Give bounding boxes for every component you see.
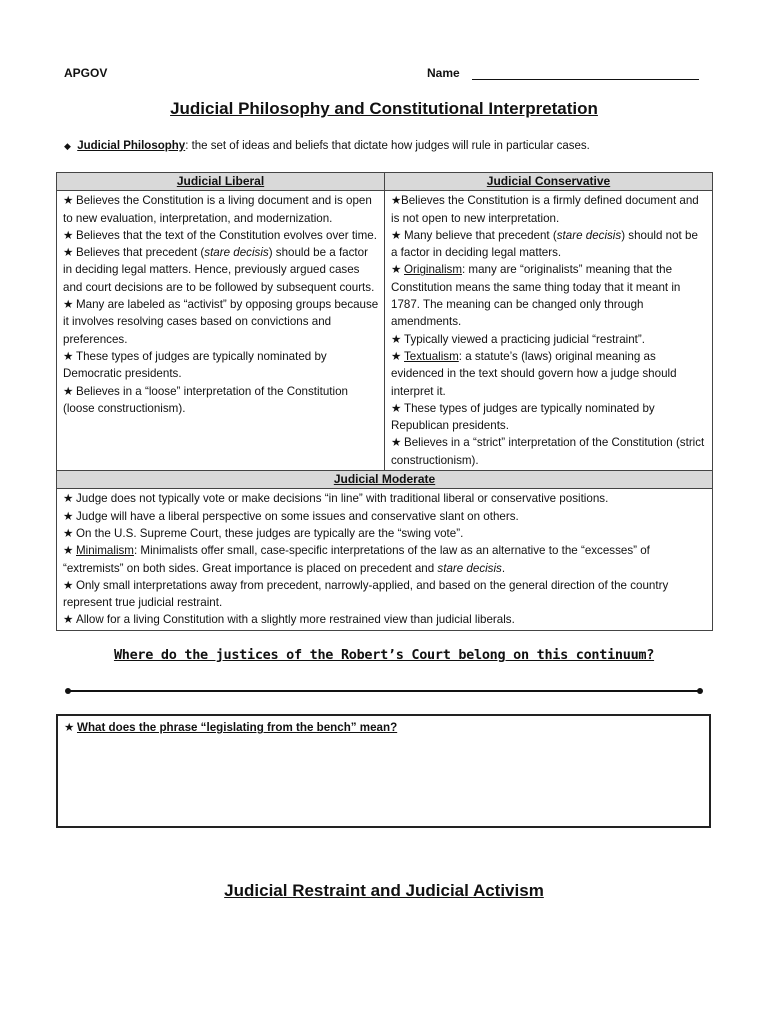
star-icon: ★ <box>63 384 74 398</box>
definition-text: : the set of ideas and beliefs that dictate how judges will rule in particular cases. <box>185 140 590 152</box>
list-item: ★ Judge will have a liberal perspective on some issues and conservative slant on others. <box>63 508 707 525</box>
star-icon: ★ <box>63 544 74 558</box>
name-line <box>472 79 699 80</box>
list-item: ★ Allow for a living Constitution with a slightly more restrained view than judicial liberals. <box>63 611 707 628</box>
star-icon: ★ <box>63 298 74 312</box>
list-item: ★ Believes the Constitution is a living document and is open to new evaluation, interpretation, and modernization. <box>63 194 372 225</box>
worksheet-header <box>64 66 704 82</box>
list-item: ★ These types of judges are typically nominated by Republican presidents. <box>391 401 655 433</box>
star-icon: ★ <box>63 578 74 592</box>
liberal-column <box>57 191 385 471</box>
liberal-heading: Judicial Liberal <box>57 173 385 191</box>
star-icon: ★ <box>63 194 74 208</box>
star-icon: ★ <box>63 492 74 506</box>
list-item: ★ Believes that precedent (stare decisis) should be a factor in deciding legal matters. Hence, previously argued cases and court decisions are to be followed by subsequent courts. <box>63 246 375 294</box>
star-icon: ★ <box>63 246 74 260</box>
answer-box[interactable] <box>56 714 711 828</box>
star-icon: ★ <box>63 228 74 242</box>
course-label: APGOV <box>64 66 108 80</box>
continuum-left-endpoint <box>65 688 71 694</box>
list-item: ★ Minimalism: Minimalists offer small, case-specific interpretations of the law as an alternative to the “excesses” of “extremists” on both sides. Great importance is placed on precedent and stare decisis. <box>63 544 650 575</box>
list-item: ★ Originalism: many are “originalists” meaning that the Constitution means the same thing today that it meant in 1787. The meaning can be changed only through amendments. <box>391 263 681 329</box>
list-item: ★ Typically viewed a practicing judicial “restraint”. <box>391 331 707 348</box>
list-item: ★Believes the Constitution is a firmly defined document and is not open to new interpretation. <box>391 194 699 225</box>
continuum-question: Where do the justices of the Robert’s Court belong on this continuum? <box>113 647 655 663</box>
star-icon: ★ <box>63 613 74 627</box>
moderate-column <box>57 489 713 630</box>
moderate-header-row <box>57 471 713 489</box>
moderate-heading: Judicial Moderate <box>57 471 713 489</box>
table-body-row <box>57 191 713 471</box>
diamond-bullet-icon: ◆ <box>64 141 71 151</box>
continuum-line <box>68 690 700 692</box>
list-item: ★ These types of judges are typically nominated by Democratic presidents. <box>63 349 327 381</box>
star-icon: ★ <box>391 436 402 450</box>
list-item: ★ On the U.S. Supreme Court, these judges are typically are the “swing vote”. <box>63 525 707 542</box>
conservative-column <box>385 191 713 471</box>
continuum-right-endpoint <box>697 688 703 694</box>
list-item: ★ Textualism: a statute’s (laws) original meaning as evidenced in the text should govern how a judge should interpret it. <box>391 349 677 398</box>
star-icon: ★ <box>391 228 402 242</box>
list-item: ★ Only small interpretations away from precedent, narrowly-applied, and based on the general direction of the country represent true judicial restraint. <box>63 578 669 610</box>
list-item: ★ Believes in a “loose” interpretation of the Constitution (loose constructionism). <box>63 384 348 415</box>
definition <box>64 140 590 152</box>
star-icon: ★ <box>391 332 402 346</box>
list-item: ★ Judge does not typically vote or make decisions “in line” with traditional liberal or conservative positions. <box>63 490 707 507</box>
star-icon: ★ <box>391 349 402 363</box>
star-icon: ★ <box>391 194 402 208</box>
page-title: Judicial Philosophy and Constitutional Interpretation <box>170 99 598 118</box>
star-icon: ★ <box>391 401 402 415</box>
star-icon: ★ <box>63 526 74 540</box>
list-item: ★ Many believe that precedent (stare decisis) should not be a factor in deciding legal matters. <box>391 228 698 260</box>
star-icon: ★ <box>63 509 74 523</box>
definition-term: Judicial Philosophy <box>77 140 186 152</box>
philosophy-table <box>56 172 713 631</box>
star-icon: ★ <box>63 349 74 363</box>
conservative-heading: Judicial Conservative <box>385 173 713 191</box>
list-item: ★ Believes that the text of the Constitution evolves over time. <box>63 227 379 244</box>
star-icon: ★ <box>64 721 75 734</box>
answer-prompt: ★ What does the phrase “legislating from the bench” mean? <box>64 721 398 734</box>
moderate-body-row <box>57 489 713 630</box>
section-title: Judicial Restraint and Judicial Activism <box>224 881 544 900</box>
table-header-row <box>57 173 713 191</box>
name-label: Name <box>427 66 460 80</box>
star-icon: ★ <box>391 263 402 277</box>
list-item: ★ Many are labeled as “activist” by opposing groups because it involves resolving cases based on convictions and preferences. <box>63 298 379 346</box>
list-item: ★ Believes in a “strict” interpretation of the Constitution (strict constructionism). <box>391 436 705 467</box>
